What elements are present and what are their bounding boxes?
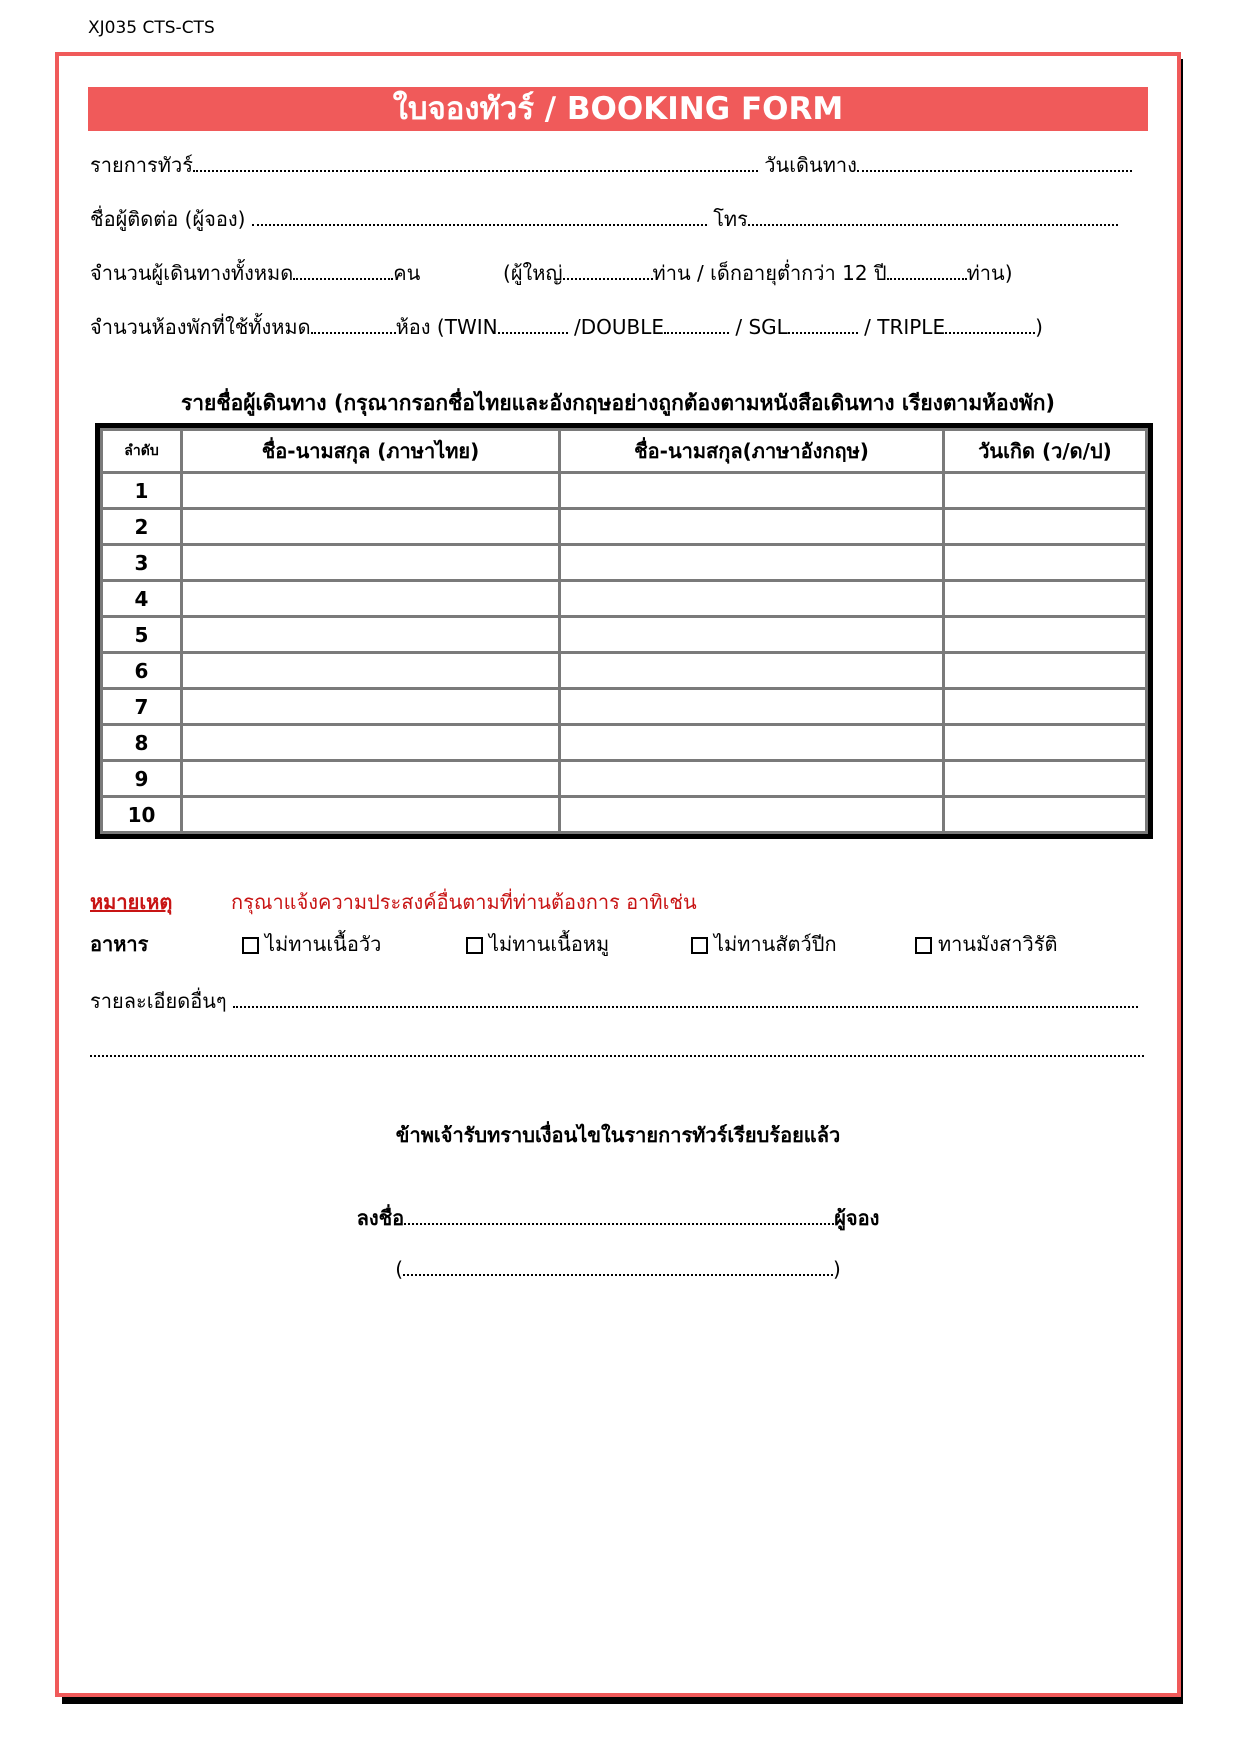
birthdate-cell[interactable] bbox=[944, 617, 1147, 653]
other-details-label: รายละเอียดอื่นๆ bbox=[90, 989, 227, 1013]
booking-form-frame bbox=[55, 52, 1181, 1697]
child-unit-label: ท่าน) bbox=[966, 261, 1013, 285]
food-option-vegetarian[interactable]: ทานมังสาวิรัติ bbox=[915, 928, 1057, 960]
thai-name-cell[interactable] bbox=[182, 689, 560, 725]
row-number: 9 bbox=[102, 761, 182, 797]
sign-label: ลงชื่อ bbox=[356, 1206, 405, 1230]
english-name-cell[interactable] bbox=[560, 761, 944, 797]
birthdate-cell[interactable] bbox=[944, 509, 1147, 545]
phone-label: โทร bbox=[713, 207, 748, 231]
row-number: 6 bbox=[102, 653, 182, 689]
col-english-name: ชื่อ-นามสกุล(ภาษาอังกฤษ) bbox=[560, 430, 944, 473]
form-title: ใบจองทัวร์ / BOOKING FORM bbox=[88, 87, 1148, 131]
twin-label: ห้อง (TWIN bbox=[395, 315, 498, 339]
double-label: /DOUBLE bbox=[573, 315, 664, 339]
english-name-cell[interactable] bbox=[560, 617, 944, 653]
travelers-line bbox=[90, 257, 1013, 289]
birthdate-cell[interactable] bbox=[944, 725, 1147, 761]
document-code: XJ035 CTS-CTS bbox=[88, 18, 215, 38]
triple-label: / TRIPLE bbox=[864, 315, 946, 339]
thai-name-cell[interactable] bbox=[182, 653, 560, 689]
printed-name-line bbox=[59, 1256, 1177, 1281]
triple-field[interactable] bbox=[945, 314, 1035, 334]
col-birthdate: วันเกิด (ว/ด/ป) bbox=[944, 430, 1147, 473]
row-number: 2 bbox=[102, 509, 182, 545]
english-name-cell[interactable] bbox=[560, 581, 944, 617]
twin-field[interactable] bbox=[498, 314, 568, 334]
tour-line bbox=[90, 149, 1132, 181]
booker-label: ผู้จอง bbox=[834, 1206, 880, 1230]
double-field[interactable] bbox=[664, 314, 729, 334]
close-paren: ) bbox=[833, 1257, 841, 1281]
food-option-no-beef[interactable]: ไม่ทานเนื้อวัว bbox=[242, 928, 381, 960]
english-name-cell[interactable] bbox=[560, 725, 944, 761]
english-name-cell[interactable] bbox=[560, 509, 944, 545]
acknowledgement-text: ข้าพเจ้ารับทราบเงื่อนไขในรายการทัวร์เรียบร้อยแล้ว bbox=[395, 1123, 841, 1147]
english-name-cell[interactable] bbox=[560, 689, 944, 725]
thai-name-cell[interactable] bbox=[182, 581, 560, 617]
total-travelers-field[interactable] bbox=[293, 260, 393, 280]
row-number: 10 bbox=[102, 797, 182, 833]
birthdate-cell[interactable] bbox=[944, 581, 1147, 617]
total-travelers-label: จำนวนผู้เดินทางทั้งหมด bbox=[90, 261, 294, 285]
table-row bbox=[102, 797, 1147, 833]
food-option-no-poultry[interactable]: ไม่ทานสัตว์ปีก bbox=[691, 928, 837, 960]
other-details-field[interactable] bbox=[233, 988, 1138, 1008]
table-row bbox=[102, 653, 1147, 689]
row-number: 4 bbox=[102, 581, 182, 617]
table-row bbox=[102, 725, 1147, 761]
birthdate-cell[interactable] bbox=[944, 797, 1147, 833]
total-rooms-label: จำนวนห้องพักที่ใช้ทั้งหมด bbox=[90, 315, 311, 339]
birthdate-cell[interactable] bbox=[944, 761, 1147, 797]
signature-field[interactable] bbox=[404, 1205, 834, 1225]
adult-unit-label: ท่าน / เด็กอายุต่ำกว่า 12 ปี bbox=[652, 261, 887, 285]
remarks-line bbox=[90, 886, 697, 918]
signature-line bbox=[59, 1202, 1177, 1234]
food-option-no-pork[interactable]: ไม่ทานเนื้อหมู bbox=[466, 928, 609, 960]
sgl-label: / SGL bbox=[735, 315, 788, 339]
passenger-table-header bbox=[102, 430, 1147, 473]
contact-name-field[interactable] bbox=[252, 206, 707, 226]
printed-name-field[interactable] bbox=[403, 1256, 833, 1276]
checkbox-icon[interactable] bbox=[915, 937, 932, 954]
english-name-cell[interactable] bbox=[560, 797, 944, 833]
remarks-text: กรุณาแจ้งความประสงค์อื่นตามที่ท่านต้องการ อาทิเช่น bbox=[231, 890, 697, 914]
other-details-line bbox=[90, 985, 1138, 1017]
english-name-cell[interactable] bbox=[560, 653, 944, 689]
passenger-table bbox=[95, 423, 1153, 839]
thai-name-cell[interactable] bbox=[182, 545, 560, 581]
table-row bbox=[102, 509, 1147, 545]
tour-program-label: รายการทัวร์ bbox=[90, 153, 193, 177]
english-name-cell[interactable] bbox=[560, 545, 944, 581]
thai-name-cell[interactable] bbox=[182, 473, 560, 509]
remarks-label: หมายเหตุ bbox=[90, 890, 173, 914]
row-number: 3 bbox=[102, 545, 182, 581]
open-paren: ( bbox=[395, 1257, 403, 1281]
thai-name-cell[interactable] bbox=[182, 617, 560, 653]
table-row bbox=[102, 617, 1147, 653]
thai-name-cell[interactable] bbox=[182, 797, 560, 833]
row-number: 7 bbox=[102, 689, 182, 725]
person-unit-label: คน bbox=[393, 261, 421, 285]
birthdate-cell[interactable] bbox=[944, 653, 1147, 689]
col-sequence: ลำดับ bbox=[102, 430, 182, 473]
english-name-cell[interactable] bbox=[560, 473, 944, 509]
birthdate-cell[interactable] bbox=[944, 473, 1147, 509]
table-row bbox=[102, 473, 1147, 509]
contact-line bbox=[90, 203, 1118, 235]
row-number: 8 bbox=[102, 725, 182, 761]
travel-date-field[interactable] bbox=[857, 152, 1132, 172]
table-row bbox=[102, 581, 1147, 617]
table-row bbox=[102, 689, 1147, 725]
child-count-field[interactable] bbox=[887, 260, 967, 280]
col-thai-name: ชื่อ-นามสกุล (ภาษาไทย) bbox=[182, 430, 560, 473]
rooms-line bbox=[90, 311, 1043, 343]
thai-name-cell[interactable] bbox=[182, 761, 560, 797]
table-row bbox=[102, 545, 1147, 581]
birthdate-cell[interactable] bbox=[944, 545, 1147, 581]
sgl-field[interactable] bbox=[788, 314, 858, 334]
other-details-line-2 bbox=[90, 1037, 1144, 1062]
adult-count-field[interactable] bbox=[563, 260, 653, 280]
table-row bbox=[102, 761, 1147, 797]
thai-name-cell[interactable] bbox=[182, 725, 560, 761]
thai-name-cell[interactable] bbox=[182, 509, 560, 545]
checkbox-icon[interactable] bbox=[242, 937, 259, 954]
row-number: 5 bbox=[102, 617, 182, 653]
row-number: 1 bbox=[102, 473, 182, 509]
travel-date-label: วันเดินทาง bbox=[764, 153, 857, 177]
checkbox-icon[interactable] bbox=[691, 937, 708, 954]
checkbox-icon[interactable] bbox=[466, 937, 483, 954]
rooms-close-paren: ) bbox=[1035, 315, 1043, 339]
total-rooms-field[interactable] bbox=[311, 314, 396, 334]
other-details-field-2[interactable] bbox=[90, 1037, 1144, 1057]
passenger-list-heading: รายชื่อผู้เดินทาง (กรุณากรอกชื่อไทยและอังกฤษอย่างถูกต้องตามหนังสือเดินทาง เรียงตามห้องพัก) bbox=[180, 391, 1056, 415]
birthdate-cell[interactable] bbox=[944, 689, 1147, 725]
phone-field[interactable] bbox=[748, 206, 1118, 226]
tour-program-field[interactable] bbox=[193, 152, 758, 172]
food-label: อาหาร bbox=[90, 932, 149, 956]
adult-label: (ผู้ใหญ่ bbox=[503, 261, 563, 285]
contact-name-label: ชื่อผู้ติดต่อ (ผู้จอง) bbox=[90, 207, 246, 231]
